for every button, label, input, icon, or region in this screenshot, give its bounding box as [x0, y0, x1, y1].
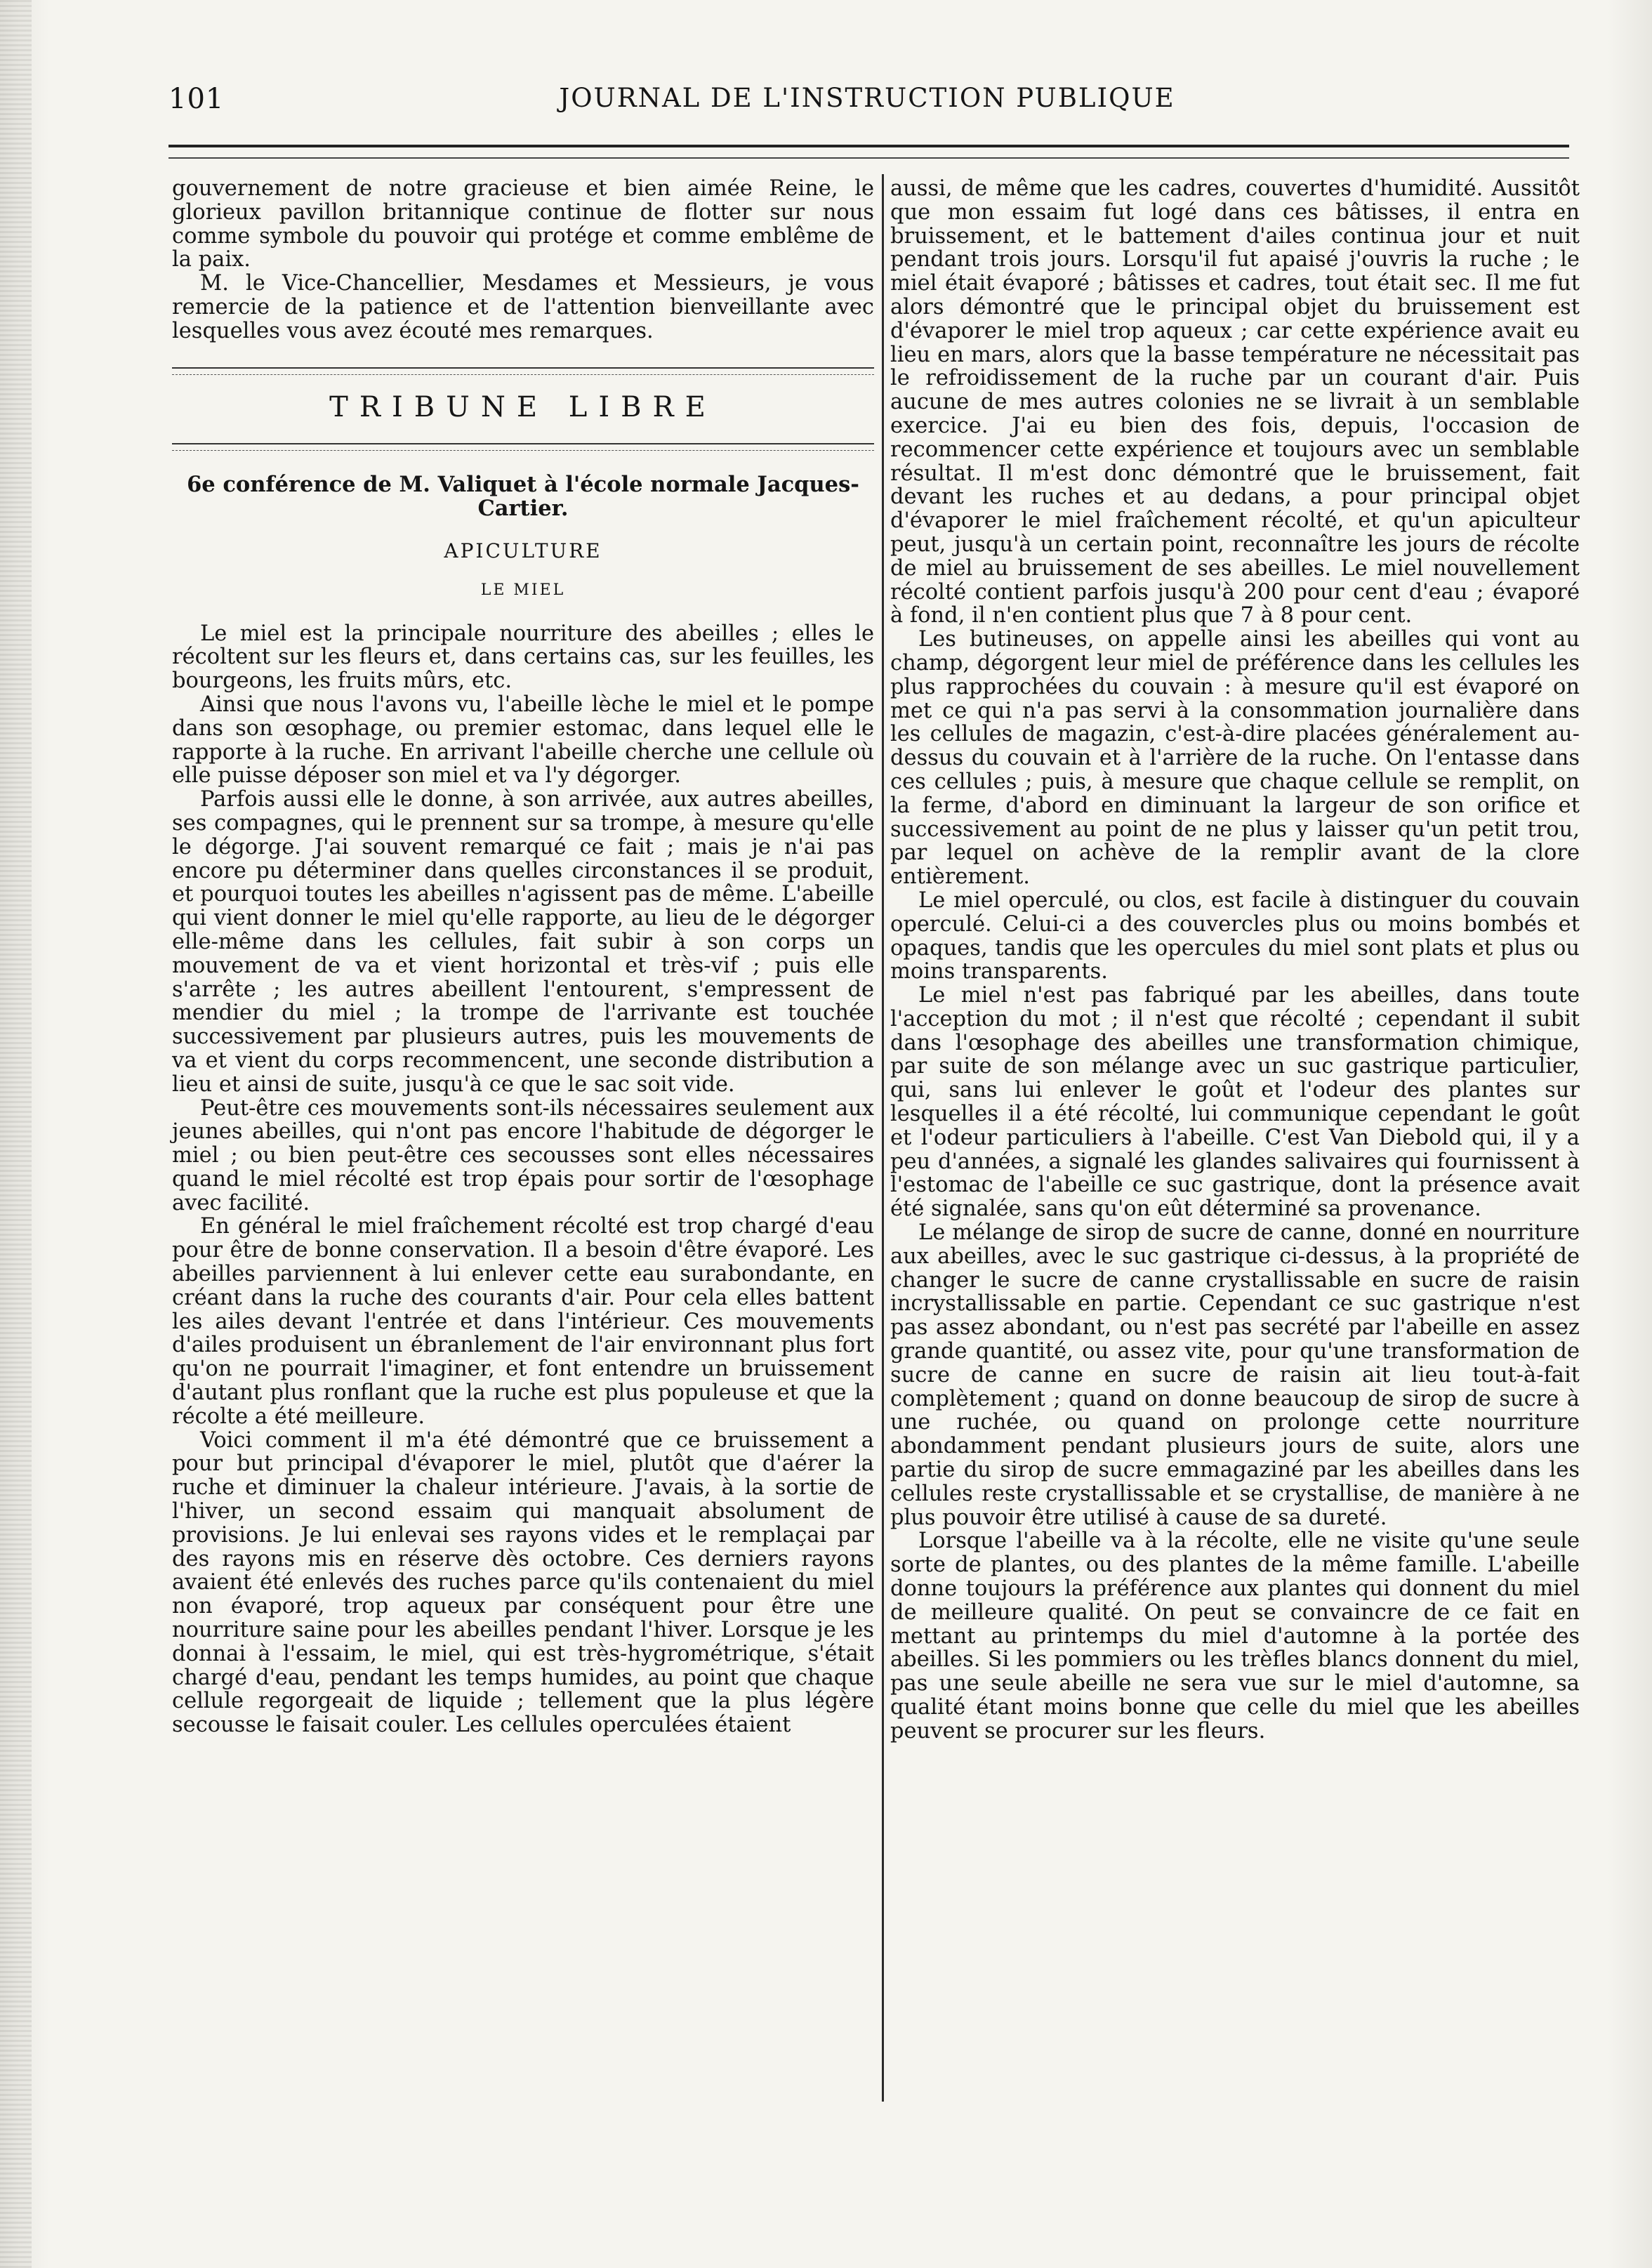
paragraph: Ainsi que nous l'avons vu, l'abeille lèche le miel et le pompe dans son œsophage, ou premier estomac, dans lequel elle le rapporte à la ruche. En arrivant l'abeille cherche une cellule où elle puisse déposer son miel et va l'y dégorger. — [172, 692, 874, 789]
paragraph: Le miel n'est pas fabriqué par les abeilles, dans toute l'acception du mot ; il n'est que récolté ; cependant il subit dans l'œsophage des abeilles une transformation chimique, par suite de son mélange avec un suc gastrique particulier, qui, sans lui enlever le goût et l'odeur des plantes sur lesquelles il a été récolté, lui communique cependant le goût et l'odeur particuliers à l'abeille. C'est Van Diebold qui, il y a peu d'années, a signalé les glandes salivaires qui fournissent à l'estomac de l'abeille ce suc gastrique, dont la présence avait été signalée, sans qu'on eût déterminé sa provenance. — [890, 983, 1580, 1222]
page-edge-shadow — [0, 0, 32, 2268]
column-divider — [882, 174, 884, 2102]
paragraph: gouvernement de notre gracieuse et bien aimée Reine, le glorieux pavillon britannique continue de flotter sur nous comme symbole du pouvoir qui protége et comme emblême de la paix. — [172, 176, 874, 272]
paragraph: En général le miel fraîchement récolté est trop chargé d'eau pour être de bonne conservation. Il a besoin d'être évaporé. Les abeilles parviennent à lui enlever cette eau surabondante, en créant dans la ruche des courants d'air. Pour cela elles battent les ailes devant l'entrée et dans l'intérieur. Ces mouvements d'ailes produisent un ébranlement de l'air environnant plus fort qu'on ne pourrait l'imaginer, et font entendre un bruissement d'autant plus ronflant que la ruche est plus populeuse et que la récolte a été meilleure. — [172, 1214, 874, 1429]
subhead-le-miel: LE MIEL — [480, 581, 566, 599]
paragraph: Voici comment il m'a été démontré que ce bruissement a pour but principal d'évaporer le miel, plutôt que d'aérer la ruche et diminuer la chaleur intérieure. J'avais, à la sortie de l'hiver, un second essaim qui manquait absolument de provisions. Je lui enlevai ses rayons vides et le remplaçai par des rayons mis en réserve dès octobre. Ces derniers rayons avaient été enlevés des ruches parce qu'ils contenaient du miel non évaporé, trop aqueux par conséquent pour être une nourriture saine pour les abeilles pendant l'hiver. Lorsque je les donnai à l'essaim, le miel, qui est très-hygrométrique, s'était chargé d'eau, pendant les temps humides, au point que chaque cellule regorgeait de liquide ; tellement que la plus légère secousse le faisait couler. Les cellules operculées étaient — [172, 1428, 874, 1738]
left-column — [172, 177, 874, 1737]
paragraph: M. le Vice-Chancellier, Mesdames et Messieurs, je vous remercie de la patience et de l'attention bienveillante avec lesquelles vous avez écouté mes remarques. — [172, 271, 874, 343]
paragraph: Le miel est la principale nourriture des abeilles ; elles le récoltent sur les fleurs et, dans certains cas, sur les feuilles, les bourgeons, les fruits mûrs, etc. — [172, 621, 874, 694]
conference-title: 6e conférence de M. Valiquet à l'école normale Jacques-Cartier. — [187, 472, 859, 522]
subhead-apiculture: APICULTURE — [444, 539, 602, 562]
page-number: 101 — [168, 83, 225, 115]
running-header — [168, 83, 1566, 125]
section-rule — [172, 443, 874, 451]
paragraph: Lorsque l'abeille va à la récolte, elle ne visite qu'une seule sorte de plantes, ou des plantes de la même famille. L'abeille donne toujours la préférence aux plantes qui donnent du miel de meilleure qualité. On peut se convaincre de ce fait en mettant au printemps du miel d'automne à la portée des abeilles. Si les pommiers ou les trèfles blancs donnent du miel, pas une seule abeille ne sera vue sur le miel d'automne, sa qualité étant moins bonne que celle du miel que les abeilles peuvent se procurer sur les fleurs. — [890, 1529, 1580, 1743]
paragraph: Le miel operculé, ou clos, est facile à distinguer du couvain operculé. Celui-ci a des couvercles plus ou moins bombés et opaques, tandis que les opercules du miel sont plats et plus ou moins transparents. — [890, 888, 1580, 984]
paragraph: Parfois aussi elle le donne, à son arrivée, aux autres abeilles, ses compagnes, qui le prennent sur sa trompe, à mesure qu'elle le dégorge. J'ai souvent remarqué ce fait ; mais je n'ai pas encore pu déterminer dans quelles circonstances il se produit, et pourquoi toutes les abeilles n'agissent pas de même. L'abeille qui vient donner le miel qu'elle rapporte, au lieu de le dégorger elle-même dans les cellules, fait subir à son corps un mouvement de va et vient horizontal et très-vif ; puis elle s'arrête ; les autres abeillent l'entourent, s'empressent de mendier du miel ; la trompe de l'arrivante est touchée successivement par plusieurs autres, puis les mouvements de va et vient du corps recommencent, une seconde distribution a lieu et ainsi de suite, jusqu'à ce que le sac soit vide. — [172, 787, 874, 1097]
section-title: TRIBUNE LIBRE — [329, 390, 717, 423]
section-rule — [172, 367, 874, 375]
paragraph: Peut-être ces mouvements sont-ils nécessaires seulement aux jeunes abeilles, qui n'ont pas encore l'habitude de dégorger le miel ; ou bien peut-être ces secousses sont elles nécessaires quand le miel récolté est trop épais pour sortir de l'œsophage avec facilité. — [172, 1095, 874, 1215]
right-column — [890, 177, 1580, 1743]
paragraph: aussi, de même que les cadres, couvertes d'humidité. Aussitôt que mon essaim fut logé dans ces bâtisses, il entra en bruissement, et le battement d'ailes continua jour et nuit pendant trois jours. Lorsqu'il fut apaisé j'ouvris la ruche ; le miel était évaporé ; bâtisses et cadres, tout était sec. Il me fut alors démontré que le principal objet du bruissement est d'évaporer le miel trop aqueux ; car cette expérience avait eu lieu en mars, alors que la basse température ne nécessitait pas le refroidissement de la ruche par un courant d'air. Puis aucune de mes autres colonies ne se livrait à un semblable exercice. J'ai eu bien des fois, depuis, l'occasion de recommencer cette expérience et toujours avec un semblable résultat. Il m'est donc démontré que le bruissement, fait devant les ruches et au dedans, a pour principal objet d'évaporer le miel fraîchement récolté, et qu'un apiculteur peut, jusqu'à un certain point, reconnaître les jours de récolte de miel au bruissement de ses abeilles. Le miel nouvellement récolté contient parfois jusqu'à 200 pour cent d'eau ; évaporé à fond, il n'en contient plus que 7 à 8 pour cent. — [890, 176, 1580, 628]
header-rule — [168, 145, 1569, 159]
paragraph: Le mélange de sirop de sucre de canne, donné en nourriture aux abeilles, avec le suc gastrique ci-dessus, à la propriété de changer le sucre de canne crystallissable en sucre de raisin incrystallissable en partie. Cependant ce suc gastrique n'est pas assez abondant, ou n'est pas secrété par l'abeille en assez grande quantité, ou assez vite, pour qu'une transformation de sucre de canne en sucre de raisin ait lieu tout-à-fait complètement ; quand on donne beaucoup de sirop de sucre à une ruchée, ou quand on prolonge cette nourriture abondamment pendant plusieurs jours de suite, alors une partie du sirop de sucre emmagaziné par les abeilles dans les cellules reste crystallissable et se crystallise, de manière à ne plus pouvoir être utilisé à cause de sa dureté. — [890, 1220, 1580, 1530]
paragraph: Les butineuses, on appelle ainsi les abeilles qui vont au champ, dégorgent leur miel de préférence dans les cellules les plus rapprochées du couvain : à mesure qu'il est évaporé on met ce qui n'a pas servi à la consommation journalière dans les cellules de magazin, c'est-à-dire placées généralement au-dessus du couvain et à l'arrière de la ruche. On l'entasse dans ces cellules ; puis, à mesure que chaque cellule se remplit, on la ferme, d'abord en diminuant la largeur de son orifice et successivement au point de ne plus y laisser qu'un petit trou, par lequel on achève de la remplir avant de la clore entièrement. — [890, 627, 1580, 890]
journal-title: JOURNAL DE L'INSTRUCTION PUBLIQUE — [559, 83, 1175, 113]
